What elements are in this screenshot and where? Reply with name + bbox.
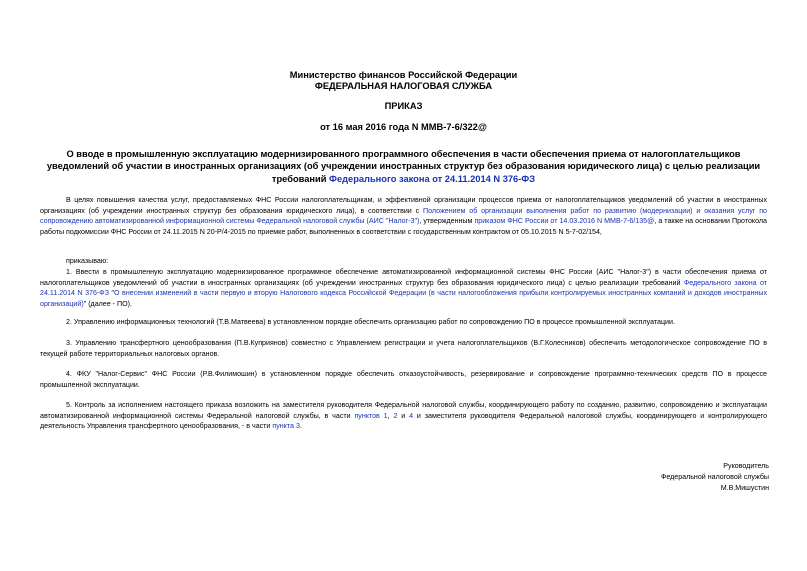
item-5-link-point-3[interactable]: пункта 3 (272, 422, 300, 430)
preamble-text-1: В целях повышения качества услуг, предоставляемых ФНС России налогоплательщикам, и эффективной организации процессов приема от налогоплательщиков уведомлений об участии в иностранных организациях (об учреждении иностранных структур без образования юридического лица), в соответствии с (40, 196, 767, 215)
service-name: ФЕДЕРАЛЬНАЯ НАЛОГОВАЯ СЛУЖБА (314, 81, 493, 91)
item-1-text-2: " (109, 289, 115, 297)
order-word: приказываю: (66, 257, 109, 265)
document-type: ПРИКАЗ (384, 101, 423, 111)
item-1-law-link[interactable]: Федерального закона от 24.11.2014 N 376-ФЗ (40, 278, 767, 297)
item-5-separator-1: , (387, 411, 394, 420)
item-2-paragraph: 2. Управлению информационных технологий (Т.В.Матвеева) в установленном порядке обеспечить организацию работ по сопровождению ПО в процессе промышленной эксплуатации. (66, 318, 675, 326)
item-5-text-3: . (299, 422, 302, 430)
preamble-paragraph (40, 195, 767, 237)
title-law-link[interactable]: Федерального закона от 24.11.2014 N 376-ФЗ (329, 173, 536, 184)
item-4-paragraph: 4. ФКУ "Налог-Сервис" ФНС России (Р.В.Филимошин) в установленном порядке обеспечить отказоустойчивость, резервирование и сопровождение программно-технических средств ПО в процессе промышленной эксплуатации. (40, 370, 767, 389)
document-title (40, 148, 767, 185)
preamble-text-3: , а также на основании Протокола работы подкомиссии ФНС России от 24.11.2015 N 20-Р/4-2015 по приемке работ, выполненных в соответствии с государственным контрактом от 05.10.2015 N 5-7-02/154, (40, 217, 767, 236)
item-1-text-3: " (далее - ПО). (83, 299, 132, 308)
item-5-text-2: и заместителя руководителя Федеральной налоговой службы, координирующего и контролирующего деятельность Управления трансфертного ценообразования, - в части (40, 411, 768, 430)
ministry-name: Министерство финансов Российской Федерации (289, 70, 518, 80)
item-1-text-1: 1. Ввести в промышленную эксплуатацию модернизированное программное обеспечение автоматизированной информационной системы ФНС России (АИС "Налог-3") в части обеспечения приема от налогоплательщиков уведомлений об участии в иностранных организациях (об учреждении иностранных структур без образования юридического лица) с целью реализации требований (40, 268, 767, 287)
regulation-link[interactable]: Положением об организации выполнения работ по развитию (модернизации) и оказания услуг по сопровождению автоматизированной информационной системы Федеральной налоговой службы (АИС "Налог-3") (40, 206, 767, 225)
signature-name: М.В.Мишустин (720, 484, 769, 492)
signature-organization: Федеральной налоговой службы (660, 473, 769, 481)
item-5-paragraph (40, 400, 767, 432)
item-5-link-point-4[interactable]: 4 (409, 411, 414, 420)
item-5-link-points-1[interactable]: пунктов 1 (354, 411, 388, 420)
preamble-text-2: , утвержденным (419, 217, 475, 225)
title-text: О вводе в промышленную эксплуатацию модернизированного программного обеспечения в части обеспечения приема от налогоплательщиков уведомлений об участии в иностранных организациях (об учреждении иностранных структур без образования юридического лица) с целью реализации требований (46, 149, 761, 184)
item-5-link-point-2[interactable]: 2 (393, 411, 398, 420)
item-1-code-link[interactable]: О внесении изменений в части первую и вторую Налогового кодекса Российской Федерации (в части налогообложения прибыли контролируемых иностранных компаний и доходов иностранных организаций) (40, 289, 767, 308)
signature-title: Руководитель (723, 462, 769, 470)
item-5-text-1: 5. Контроль за исполнением настоящего приказа возложить на заместителя руководителя Федеральной налоговой службы, координирующего работу по созданию, развитию, сопровождению и эксплуатации автоматизированной информационной системы Федеральной налоговой службы, в части (40, 401, 767, 420)
order-link[interactable]: приказом ФНС России от 14.03.2016 N ММВ-7-6/135@ (474, 217, 655, 225)
item-1-paragraph (40, 267, 767, 309)
item-3-paragraph: 3. Управлению трансфертного ценообразования (П.В.Куприянов) совместно с Управлением регистрации и учета налогоплательщиков (В.Г.Колесников) обеспечить методологическое сопровождение ПО в текущей работе территориальных налоговых органов. (40, 339, 767, 358)
item-5-separator-2: и (397, 411, 410, 420)
document-date-number: от 16 мая 2016 года N ММВ-7-6/322@ (320, 122, 487, 132)
